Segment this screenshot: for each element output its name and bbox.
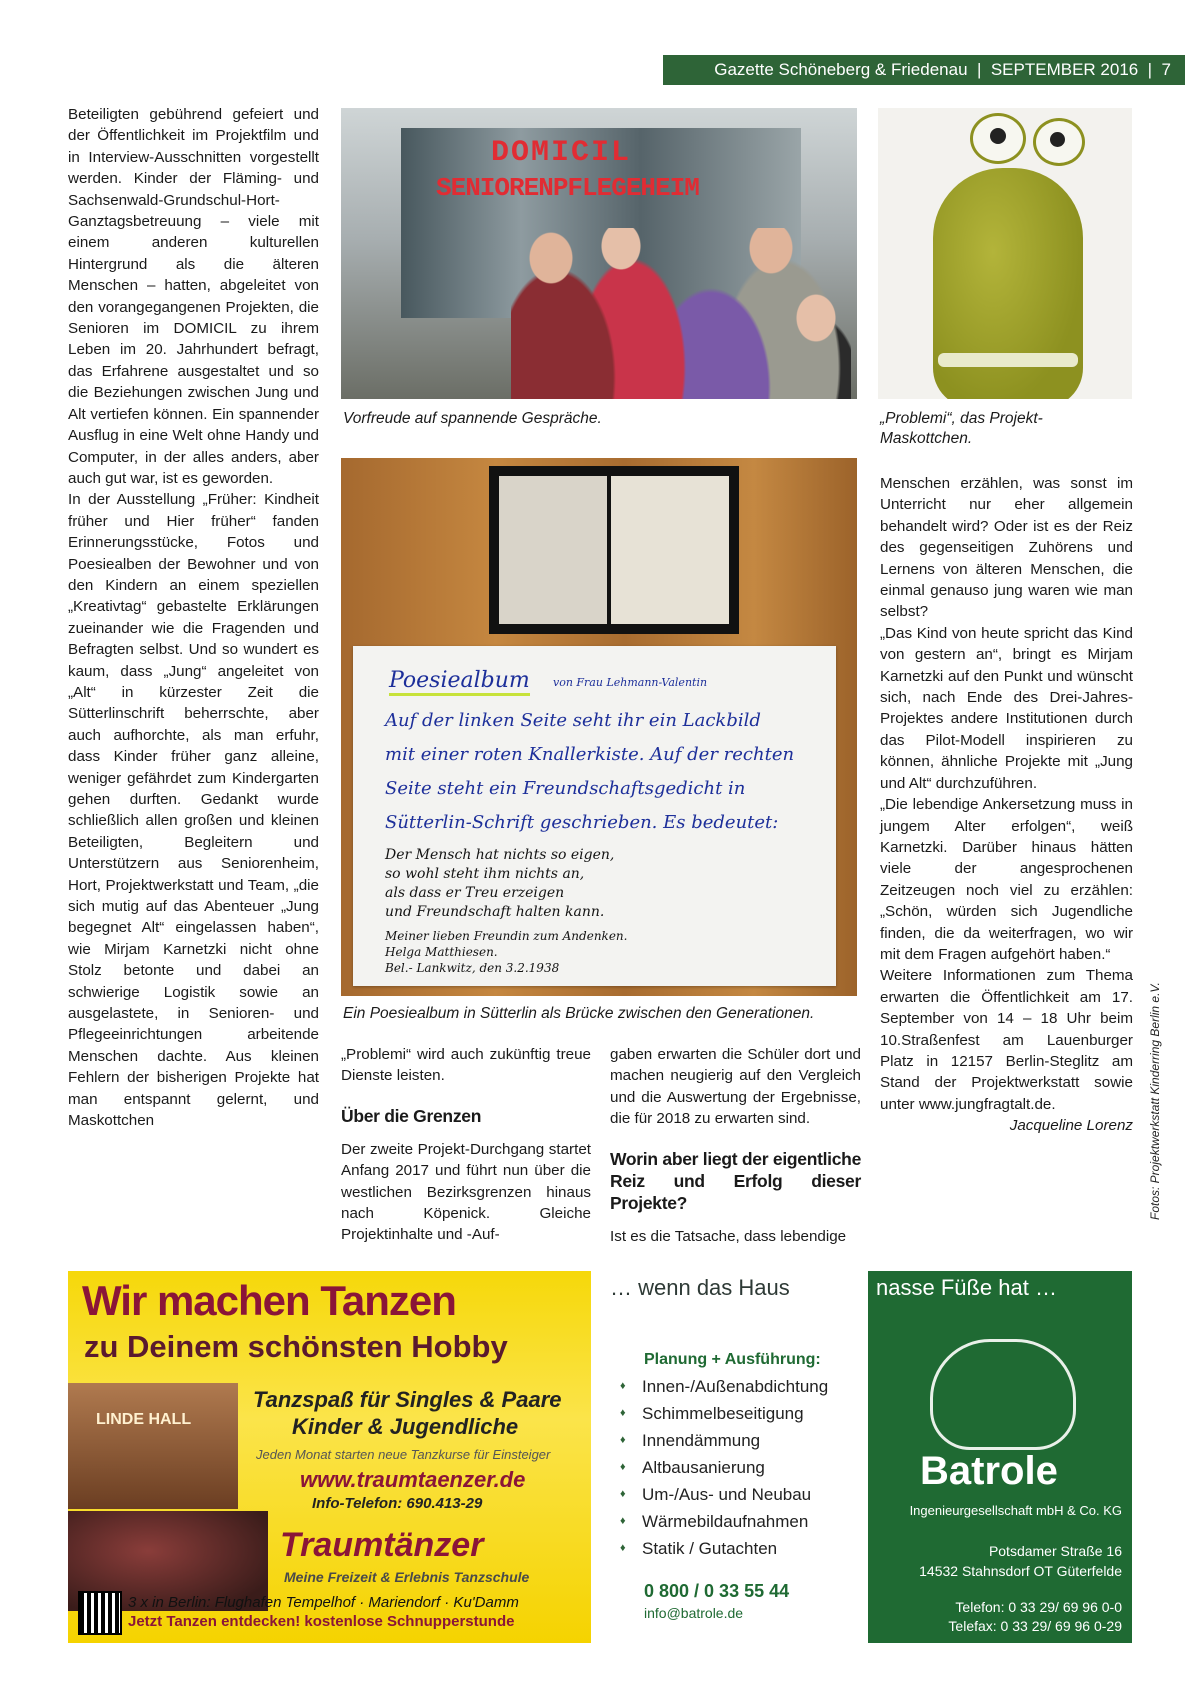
ad-batrole-panel xyxy=(868,1309,1132,1643)
ad-dance-headline: Wir machen Tanzen xyxy=(82,1277,456,1324)
service-item: ♦ Innendämmung xyxy=(620,1427,828,1454)
ad-batrole-address1: Potsdamer Straße 16 xyxy=(988,1543,1122,1559)
left-column xyxy=(68,104,319,1264)
photo-credit: Fotos: Projektwerkstatt Kinderring Berlin e.V. xyxy=(1148,982,1162,1220)
ad-batrole-brand: Batrole xyxy=(920,1449,1058,1493)
ad-batrole-headline-left: … wenn das Haus xyxy=(610,1275,790,1300)
poem-line-1: Auf der linken Seite seht ihr ein Lackbild xyxy=(385,710,761,731)
ad-traumtaenzer xyxy=(68,1271,591,1643)
mid-a-subhead: Über die Grenzen xyxy=(341,1105,482,1126)
page-header xyxy=(663,55,1185,85)
ad-dance-line3: Jeden Monat starten neue Tanzkurse für Einsteiger xyxy=(256,1447,551,1462)
ad-dance-line2: Kinder & Jugendliche xyxy=(292,1414,519,1439)
verse-line-3: als dass er Treu erzeigen xyxy=(385,885,565,901)
hippo-logo-icon xyxy=(930,1339,1076,1450)
ad-batrole-address2: 14532 Stahnsdorf OT Güterfelde xyxy=(919,1563,1122,1579)
ad-batrole-email[interactable]: info@batrole.de xyxy=(644,1605,744,1621)
ad-dance-brand: Traumtänzer xyxy=(280,1526,484,1564)
poem-title-rest: von Frau Lehmann-Valentin xyxy=(553,676,708,689)
left-paragraph-2: In der Ausstellung „Früher: Kindheit früher und Hier früher“ fanden Erinnerungsstücke, Fotos und Poesiealben der Bewohner und von den Kindern an einem speziellen „Kreativtag“ gebastelte Erklärungen zueinander wie die Fragenden und Befragten selbst. Und so wundert es kaum, dass „Jung“ angeleitet von „Alt“ in kürzester Zeit die Sütterlinschrift beherrschte, aber auch aufhorchte, als man erfuhr, dass Kinder früher ganz alleine, weniger gefährdet zum Kindergarten gehen durften. Gedankt wurde schließlich allen großen und kleinen Beteiligten, Begleitern und Unterstützern aus Seniorenheim, Hort, Projektwerkstatt und Team, „die sich mutig auf das Abenteuer „Jung begegnet Alt“ eingelassen haben“, wie Mirjam Karnetzki nicht ohne Stolz betonte und dabei an schwierige Logistik sowie an ausgelastete, in Senioren- und Pflegeeinrichtungen arbeitende Menschen dachte. Aus kleinen Fehlern der bisherigen Projekte hat man entspannt gelernt, und Maskottchen xyxy=(68,491,319,1130)
middle-column-b xyxy=(610,1044,861,1247)
ad-dance-subheadline: zu Deinem schönsten Hobby xyxy=(84,1329,508,1364)
sign-domicil: DOMICIL xyxy=(491,136,632,170)
ad-dance-cta: Jetzt Tanzen entdecken! kostenlose Schnupperstunde xyxy=(128,1613,515,1630)
mascot-stripe xyxy=(938,353,1078,367)
album-frame xyxy=(489,466,739,634)
service-item: ♦ Innen-/Außenabdichtung xyxy=(620,1373,828,1400)
ad-dance-phone: Info-Telefon: 690.413-29 xyxy=(312,1495,483,1512)
header-text: Gazette Schöneberg & Friedenau | SEPTEMBER 2016 | 7 xyxy=(714,60,1171,79)
poem-lines xyxy=(385,704,825,840)
middle-column-a xyxy=(341,1044,591,1246)
service-item: ♦ Wärmebildaufnahmen xyxy=(620,1508,828,1535)
ad-batrole-fax: Telefax: 0 33 29/ 69 96 0-29 xyxy=(948,1618,1122,1634)
poem-line-3: Seite steht ein Freundschaftsgedicht in xyxy=(385,778,746,799)
service-list xyxy=(620,1373,828,1562)
album-page-left xyxy=(499,476,607,624)
ad-dance-sign: LINDE HALL xyxy=(96,1411,192,1428)
ad-batrole xyxy=(610,1271,1132,1643)
ad-dance-line1: Tanzspaß für Singles & Paare xyxy=(253,1387,562,1412)
ad-dance-url[interactable]: www.traumtaenzer.de xyxy=(300,1467,526,1492)
verse-line-2: so wohl steht ihm nichts an, xyxy=(385,866,585,882)
mascot-pupil-left xyxy=(990,128,1006,144)
service-item: ♦ Um-/Aus- und Neubau xyxy=(620,1481,828,1508)
ad-batrole-company: Ingenieurgesellschaft mbH & Co. KG xyxy=(909,1503,1122,1518)
mascot-pupil-right xyxy=(1050,132,1065,147)
verse-line-4: und Freundschaft halten kann. xyxy=(385,904,605,920)
ad-batrole-headline-box xyxy=(868,1271,1132,1309)
caption-photo-2: „Problemi“, das Projekt-Maskottchen. xyxy=(880,410,1043,447)
signoff-line-1: Meiner lieben Freundin zum Andenken. xyxy=(385,929,628,943)
person-figures xyxy=(511,228,851,399)
author: Jacqueline Lorenz xyxy=(1009,1117,1133,1135)
right-paragraph-3: „Die lebendige Ankersetzung muss in jungem Alter erfolgen“, weiß Karnetzki. Darüber hinaus hätten viele der angesprochenen Zeitzeugen noch viel zu erzählen: „Schön, würden sich Jugendliche finden, die da weiterfragen, wo wir mit dem Fragen aufgehört haben.“ xyxy=(880,796,1133,963)
mid-a-paragraph-1: „Problemi“ wird auch zukünftig treue Dienste leisten. xyxy=(341,1046,591,1085)
verse-line-1: Der Mensch hat nichts so eigen, xyxy=(385,847,615,863)
service-item: ♦ Statik / Gutachten xyxy=(620,1535,828,1562)
photo-mascot xyxy=(878,108,1132,399)
poem-line-2: mit einer roten Knallerkiste. Auf der rechten xyxy=(385,744,795,765)
ad-batrole-phone: 0 800 / 0 33 55 44 xyxy=(644,1581,790,1601)
ad-dance-locations: 3 x in Berlin: Flughafen Tempelhof · Mariendorf · Ku'Damm xyxy=(128,1594,519,1611)
right-paragraph-4: Weitere Informationen zum Thema erwarten die Öffentlichkeit am 17. September von 14 – 18 Uhr beim 10.Straßenfest am Lauenburger Platz in 12157 Berlin-Steglitz am Stand der Projektwerkstatt sowie unter www.jungfragtalt.de. xyxy=(880,967,1133,1113)
ad-batrole-tel: Telefon: 0 33 29/ 69 96 0-0 xyxy=(955,1599,1122,1615)
ad-dance-photo-hall xyxy=(68,1383,238,1509)
mid-b-paragraph-1: gaben erwarten die Schüler dort und machen neugierig auf den Vergleich und die Auswertung der Ergebnisse, die für 2018 zu erwarten sind. xyxy=(610,1046,861,1128)
service-item: ♦ Schimmelbeseitigung xyxy=(620,1400,828,1427)
poem-line-4: Sütterlin-Schrift geschrieben. Es bedeutet: xyxy=(385,812,779,833)
poem-signoff xyxy=(385,928,825,976)
poem-verse xyxy=(385,846,825,922)
poem-paper xyxy=(353,646,836,986)
poem-title: Poesiealbum xyxy=(389,668,530,696)
photo-domicil xyxy=(341,108,857,399)
photo-poesiealbum xyxy=(341,458,857,996)
right-paragraph-2: „Das Kind von heute spricht das Kind von gestern an“, bringt es Mirjam Karnetzki auf den Punkt und wünscht sich, nach Ende des Drei-Jahres-Projektes andere Institutionen durch das Pilot-Modell inspirieren zu können, ähnliche Projekte mit „Jung und Alt“ durchzuführen. xyxy=(880,624,1133,792)
left-paragraph-1: Beteiligten gebührend gefeiert und der Öffentlichkeit im Projektfilm und in Interview-Ausschnitten vorgestellt werden. Kinder der Fläming- und Sachsenwald-Grundschul-Hort-Ganztagsbetreuung – viele mit einem anderen kulturellen Hintergrund als die älteren Menschen – hatten, abgeleitet von den vorangegangenen Projekten, die Senioren im DOMICIL zu ihrem Leben im 20. Jahrhundert befragt, das Erfahrene ausgestaltet und so die Beziehungen zwischen Jung und Alt vertiefen können. Ein spannender Ausflug in eine Welt ohne Handy und Computer, in der alles anders, aber auch gut war, ist es geworden. xyxy=(68,106,319,487)
qr-code-icon xyxy=(80,1593,120,1633)
ad-batrole-list-title: Planung + Ausführung: xyxy=(644,1351,821,1368)
signoff-line-3: Bel.- Lankwitz, den 3.2.1938 xyxy=(385,961,560,975)
album-page-right xyxy=(611,476,729,624)
right-paragraph-1: Menschen erzählen, was sonst im Unterricht nur eher allgemein behandelt wird? Oder ist es der Reiz des gegenseitigen Zuhörens und Lernens von älteren Menschen, die einmal genauso jung waren wie man selbst? xyxy=(880,475,1133,621)
signoff-line-2: Helga Matthiesen. xyxy=(385,945,498,959)
ad-batrole-headline-right: nasse Füße hat … xyxy=(876,1275,1057,1300)
ad-dance-tagline: Meine Freizeit & Erlebnis Tanzschule xyxy=(284,1569,530,1585)
caption-photo-1: Vorfreude auf spannende Gespräche. xyxy=(343,410,602,427)
mid-a-paragraph-2: Der zweite Projekt-Durchgang startet Anfang 2017 und führt nun über die westlichen Bezirksgrenzen hinaus nach Köpenick. Gleiche Projektinhalte und -Auf- xyxy=(341,1140,591,1244)
mid-b-paragraph-2: Ist es die Tatsache, dass lebendige xyxy=(610,1227,847,1245)
caption-photo-3: Ein Poesiealbum in Sütterlin als Brücke zwischen den Generationen. xyxy=(343,1005,815,1022)
right-column xyxy=(880,473,1133,1137)
service-item: ♦ Altbausanierung xyxy=(620,1454,828,1481)
sign-seniorenpflegeheim: SENIORENPFLEGEHEIM xyxy=(436,173,699,203)
mid-b-subhead: Worin aber liegt der eigentliche Reiz und Erfolg dieser Projekte? xyxy=(610,1148,861,1213)
